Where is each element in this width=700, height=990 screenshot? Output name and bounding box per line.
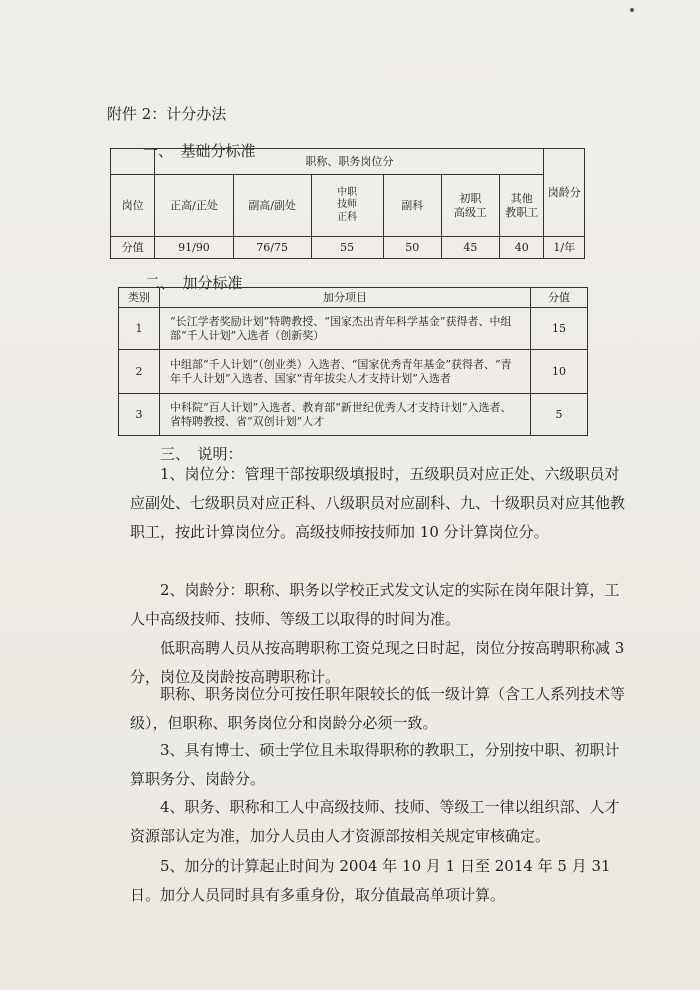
score-cell: 5	[531, 394, 588, 436]
item-cell: “长江学者奖励计划”特聘教授、“国家杰出青年科学基金”获得者、中组部“千人计划”入选者（创新奖）	[160, 308, 531, 350]
bonus-score-table	[118, 287, 588, 436]
header-category: 类别	[119, 288, 160, 308]
score-cell: 50	[383, 237, 441, 259]
score-cell: 45	[441, 237, 499, 259]
position-cell: 副高/副处	[233, 175, 311, 237]
base-score-table	[110, 148, 585, 259]
section3-heading: 三、 说明：	[160, 445, 243, 463]
header-score: 分值	[531, 288, 588, 308]
table-row	[119, 394, 588, 436]
group-header: 职称、职务岗位分	[155, 149, 544, 175]
position-cell: 中职 技师 正科	[311, 175, 383, 237]
position-cell: 其他 教职工	[500, 175, 544, 237]
punch-mark	[630, 8, 634, 12]
section2-heading: 二、 加分标准	[145, 274, 243, 292]
item-cell: 中科院“百人计划”入选者、教育部“新世纪优秀人才支持计划”入选者、省特聘教授、省“双创计划”人才	[160, 394, 531, 436]
note-paragraph: 1、岗位分：管理干部按职级填报时，五级职员对应正处、六级职员对应副处、七级职员对应正科、八级职员对应副科、九、十级职员对应其他教职工，按此计算岗位分。高级技师按技师加 10 分计算岗位分。	[130, 465, 626, 541]
note-paragraph: 4、职务、职称和工人中高级技师、技师、等级工一律以组织部、人才资源部认定为准，加分人员由人才资源部按相关规定审核确定。	[130, 798, 620, 845]
note-paragraph: 职称、职务岗位分可按任职年限较长的低一级计算（含工人系列技术等级），但职称、职务岗位分和岗龄分必须一致。	[130, 685, 626, 732]
score-cell: 91/90	[155, 237, 233, 259]
category-cell: 3	[119, 394, 160, 436]
table-corner-cell	[111, 149, 155, 175]
position-cell: 初职 高级工	[441, 175, 499, 237]
score-cell: 40	[500, 237, 544, 259]
score-cell: 15	[531, 308, 588, 350]
table-row	[119, 350, 588, 394]
note-paragraph: 3、具有博士、硕士学位且未取得职称的教职工，分别按中职、初职计算职务分、岗龄分。	[130, 741, 620, 788]
row-label-score: 分值	[111, 237, 155, 259]
header-item: 加分项目	[160, 288, 531, 308]
note-paragraph: 低职高聘人员从按高聘职称工资兑现之日时起，岗位分按高聘职称减 3 分，岗位及岗龄按高聘职称计。	[130, 639, 625, 686]
section1-heading: 一、 基础分标准	[143, 142, 256, 160]
position-cell: 副科	[383, 175, 441, 237]
item-cell: 中组部“千人计划”（创业类）入选者、“国家优秀青年基金”获得者、“青年千人计划”入选者、国家“青年拔尖人才支持计划”入选者	[160, 350, 531, 394]
score-cell: 10	[531, 350, 588, 394]
seniority-score: 1/年	[544, 237, 585, 259]
score-cell: 76/75	[233, 237, 311, 259]
row-label-position: 岗位	[111, 175, 155, 237]
note-paragraph: 2、岗龄分：职称、职务以学校正式发文认定的实际在岗年限计算，工人中高级技师、技师、等级工以取得的时间为准。	[130, 581, 620, 628]
note-paragraph: 5、加分的计算起止时间为 2004 年 10 月 1 日至 2014 年 5 月 31 日。加分人员同时具有多重身份，取分值最高单项计算。	[130, 857, 611, 904]
score-cell: 55	[311, 237, 383, 259]
attachment-title: 附件 2：计分办法	[107, 105, 227, 123]
position-cell: 正高/正处	[155, 175, 233, 237]
table-row	[119, 308, 588, 350]
seniority-header: 岗龄分	[544, 149, 585, 237]
category-cell: 1	[119, 308, 160, 350]
category-cell: 2	[119, 350, 160, 394]
